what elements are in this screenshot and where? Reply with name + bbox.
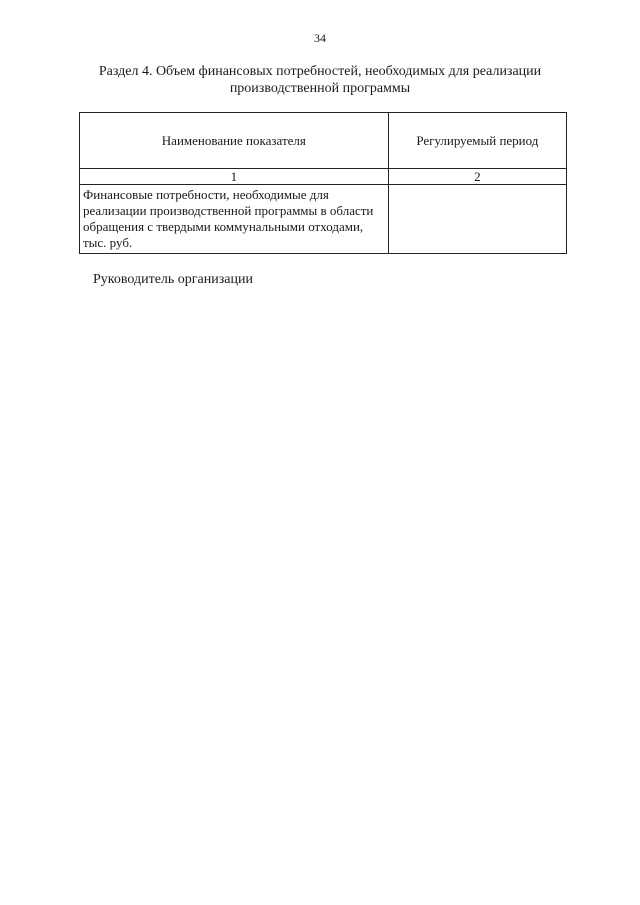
signature-label: Руководитель организации bbox=[93, 272, 253, 287]
header-regulated-period: Регулируемый период bbox=[388, 113, 566, 169]
indicator-cell: Финансовые потребности, необходимые для реализации производственной программы в области обращения с твердыми коммунальными отходами, тыс. руб. bbox=[80, 185, 389, 254]
section-title: Раздел 4. Объем финансовых потребностей, необходимых для реализации производственной программы bbox=[98, 64, 542, 96]
financial-needs-table bbox=[79, 112, 567, 254]
column-numbers-row bbox=[80, 169, 567, 185]
value-cell bbox=[388, 185, 566, 254]
column-number-1: 1 bbox=[80, 169, 389, 185]
page-number: 34 bbox=[314, 31, 326, 45]
table-header-row bbox=[80, 113, 567, 169]
table-row bbox=[80, 185, 567, 254]
column-number-2: 2 bbox=[388, 169, 566, 185]
header-indicator-name: Наименование показателя bbox=[80, 113, 389, 169]
